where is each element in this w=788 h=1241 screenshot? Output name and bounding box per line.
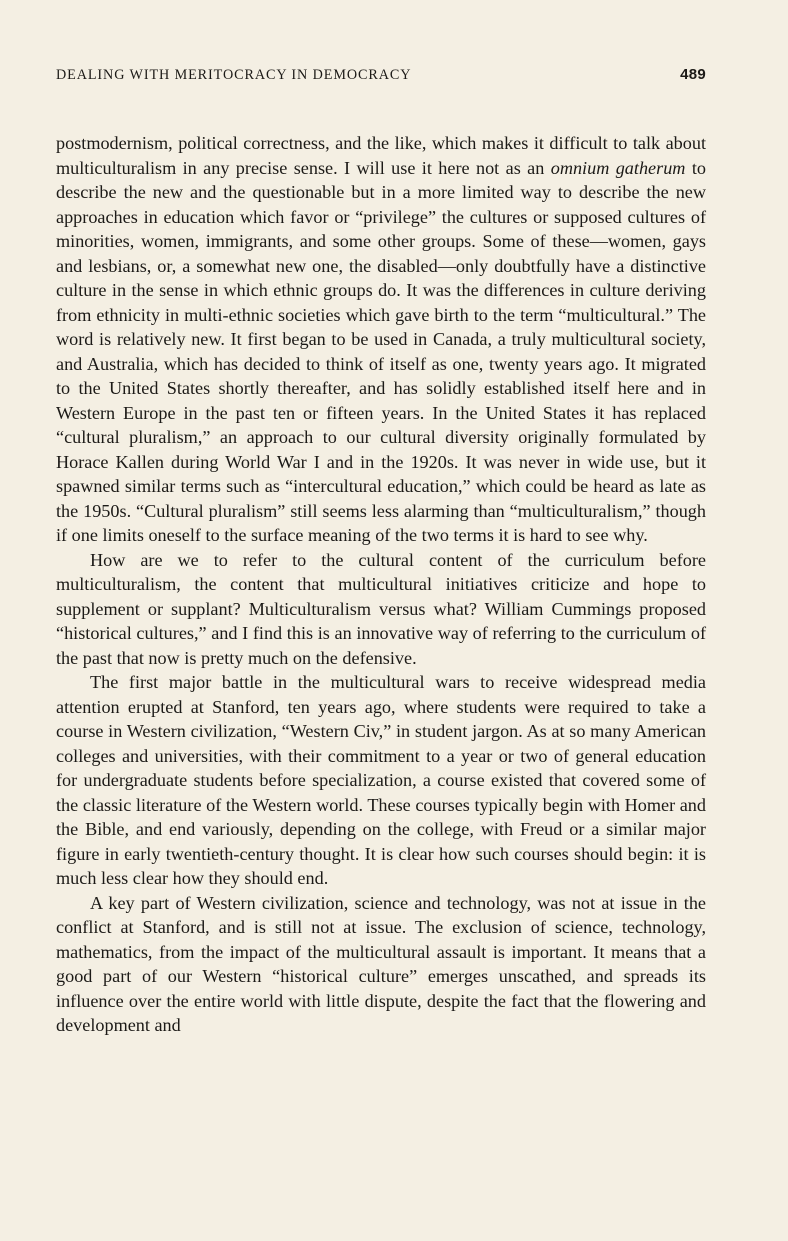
running-head [56,66,706,86]
italic-phrase: omnium gatherum [550,157,686,178]
paragraph-2: How are we to refer to the cultural content of the curriculum before multiculturalism, the content that multicultural initiatives criticize and hope to supplement or supplant? Multiculturalism versus what? William Cummings proposed “historical cultures,” and I find this is an innovative way of referring to the curriculum of the past that now is pretty much on the defensive. [56,549,706,668]
paragraph-3: The first major battle in the multicultural wars to receive widespread media attention erupted at Stanford, ten years ago, where students were required to take a course in Western civilization, “Western Civ,” in student jargon. As at so many American colleges and universities, with their commitment to a year or two of general education for undergraduate students before specialization, a course existed that covered some of the classic literature of the Western world. These courses typically begin with Homer and the Bible, and end variously, depending on the college, with Freud or a similar major figure in early twentieth-century thought. It is clear how such courses should begin: it is much less clear how they should end. [56,672,706,888]
paragraph-1 [56,131,706,548]
paragraph-1-text-end: to describe the new and the questionable but in a more limited way to describe the new approaches in education which favor or “privilege” the cultures or supposed cultures of minorities, women, immigrants, and some other groups. Some of these—women, gays and lesbians, or, a somewhat new one, the disabled—only doubtfully have a distinctive culture in the sense in which ethnic groups do. It was the differences in culture deriving from ethnicity in multi-ethnic societies which gave birth to the term “multicultural.” The word is relatively new. It first began to be used in Canada, a truly multicultural society, and Australia, which has decided to think of itself as one, twenty years ago. It migrated to the United States shortly thereafter, and has solidly established itself here and in Western Europe in the past ten or fifteen years. In the United States it has replaced “cultural pluralism,” an approach to our cultural diversity originally formulated by Horace Kallen during World War I and in the 1920s. It was never in wide use, but it spawned similar terms such as “intercultural education,” which could be heard as late as the 1950s. “Cultural pluralism” still seems less alarming than “multiculturalism,” though if one limits oneself to the surface meaning of the two terms it is hard to see why. [56,157,706,545]
running-title: DEALING WITH MERITOCRACY IN DEMOCRACY [56,67,412,83]
paragraph-1-text-start: postmodernism, political correctness, and the like, which makes it difficult to talk about multiculturalism in any precise sense. I will use it here not as an [56,133,706,178]
page-number: 489 [680,66,706,83]
paragraph-4: A key part of Western civilization, science and technology, was not at issue in the conflict at Stanford, and is still not at issue. The exclusion of science, technology, mathematics, from the impact of the multicultural assault is important. It means that a good part of our Western “historical culture” emerges unscathed, and spreads its influence over the entire world with little dispute, despite the fact that the flowering and development and [56,892,706,1035]
body-text [56,131,706,1038]
